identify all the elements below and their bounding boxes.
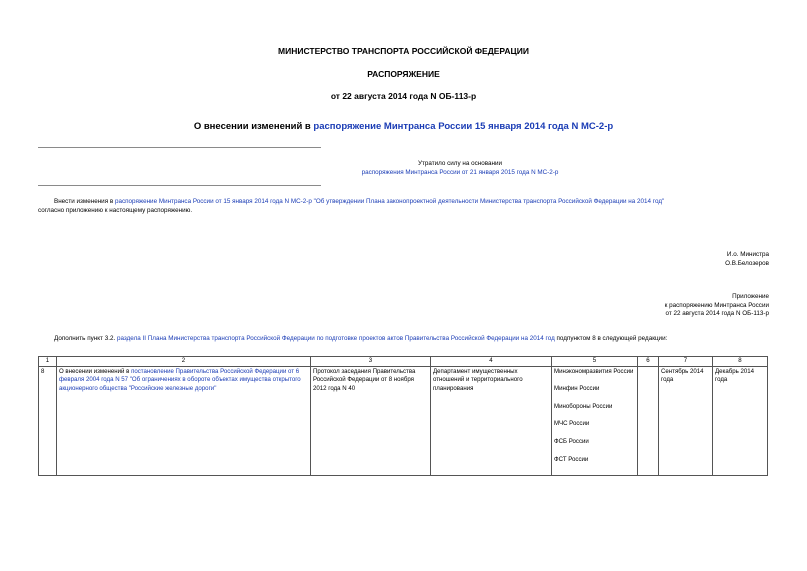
status-link[interactable]: распоряжения Минтранса России от 21 января 2015 года N МС-2-р [361,168,559,176]
column-number: 3 [311,357,431,367]
agency-item: Минэкономразвития России [554,367,634,375]
document-type: РАСПОРЯЖЕНИЕ [367,69,440,79]
appendix-ref1: к распоряжению Минтранса России [664,301,769,309]
divider-bottom [38,185,321,186]
signature-position: И.о. Министра [726,251,769,258]
amend-paragraph [54,335,784,344]
agency-item: Минфин России [554,385,600,393]
appendix-block [665,293,769,319]
column-number: 7 [659,357,713,367]
appendix-label: Приложение [732,293,769,300]
column-number: 2 [57,357,311,367]
body-link[interactable]: распоряжение Минтранса России от 15 января 2014 года N МС-2-р "Об утверждении Плана законопроектной деятельности Министерства транспорта Российской Федерации на 2014 год" [114,198,665,205]
signature-block [725,251,769,268]
body-prefix: Внести изменения в [54,198,115,205]
agency-item: МЧС России [554,420,590,428]
column-number: 1 [39,357,57,367]
row-description [57,366,311,475]
column-number: 8 [713,357,768,367]
document-title [0,121,807,132]
title-link[interactable]: распоряжение Минтранса России 15 января 2014 года N МС-2-р [313,121,614,132]
row-deadline: Декабрь 2014 года [713,366,768,475]
column-number: 4 [431,357,552,367]
column-number: 6 [638,357,659,367]
agency-item: ФСБ России [554,437,589,445]
plan-table [38,356,768,476]
amend-suffix: подпунктом 8 в следующей редакции: [554,335,668,342]
row-responsible: Департамент имущественных отношений и территориального планирования [431,366,552,475]
column-number-row [39,357,768,367]
row-basis: Протокол заседания Правительства Российской Федерации от 8 ноября 2012 года N 40 [311,366,431,475]
appendix-ref2: от 22 августа 2014 года N ОБ-113-р [665,310,769,317]
row-agencies [552,366,638,475]
column-number: 5 [552,357,638,367]
title-prefix: О внесении изменений в [193,121,314,132]
document-date: от 22 августа 2014 года N ОБ-113-р [330,91,477,101]
body-suffix: согласно приложению к настоящему распоряжению. [38,206,193,214]
divider-top [38,147,321,148]
description-prefix: О внесении изменений в [59,367,132,375]
agency-item: Минобороны России [554,402,613,410]
body-paragraph [38,198,774,215]
status-note [250,160,670,177]
row-submit-date: Сентябрь 2014 года [659,366,713,475]
signature-name: О.В.Белозеров [725,259,769,267]
row-number: 8 [39,366,57,475]
amend-prefix: Дополнить пункт 3.2. [54,335,117,342]
status-text: Утратило силу на основании [417,160,503,167]
table-row [39,366,768,475]
agency-item: ФСТ России [554,455,589,463]
ministry-heading: МИНИСТЕРСТВО ТРАНСПОРТА РОССИЙСКОЙ ФЕДЕРАЦИИ [278,46,529,56]
description-link[interactable]: постановление Правительства Российской Федерации от 6 февраля 2004 года N 57 "Об ограничениях в обороте объектах имущества открытого акционерного общества "Российские железные дороги" [59,367,301,392]
row-col6 [638,366,659,475]
amend-link[interactable]: раздела II Плана Министерства транспорта Российской Федерации по подготовке проектов актов Правительства Российской Федерации на 2014 год [116,335,555,342]
